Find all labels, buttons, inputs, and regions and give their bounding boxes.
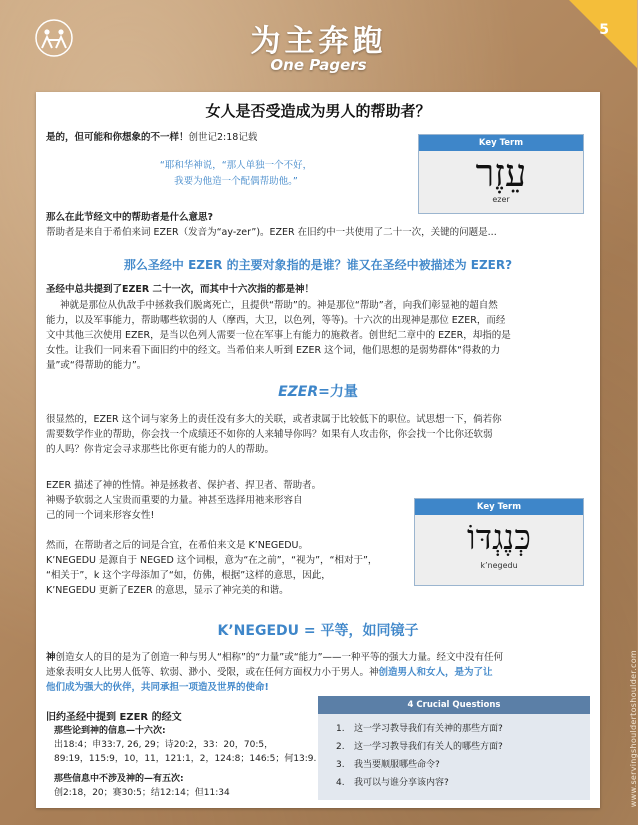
key-term-ezer xyxy=(418,134,584,214)
document-title: 女人是否受造成为男人的帮助者？ xyxy=(205,102,431,120)
body-line: K’NEGEDU 更新了EZER 的意思，显示了神完美的和谐。 xyxy=(46,585,289,596)
section-heading-ezer-object: 那么圣经中 EZER 的主要对象指的是谁？谁又在圣经中被描述为 EZER? xyxy=(123,258,513,272)
question-item: 3. 我当要顺服哪些命令? xyxy=(336,760,440,770)
reference-line: 出18:4；申33:7, 26, 29；诗20:2，33：20，70:5， xyxy=(54,740,274,750)
section4-body xyxy=(46,650,596,695)
body-line: 神赐予软弱之人宝贵而重要的力量。神甚至选择用祂来形容自 xyxy=(46,495,303,506)
key-term-label: Key Term xyxy=(419,135,583,151)
other-references-heading: 那些信息中不涉及神的—有五次: xyxy=(54,774,184,784)
line2-highlight: 创造男人和女人，是为了让 xyxy=(378,667,493,678)
line1-rest: 创造女人的目的是为了创造一种与男人“相称”的“力量”或“能力”——一种平等的强大力量。经文中没有任何 xyxy=(55,652,504,663)
intro-line xyxy=(46,130,257,145)
series-title: 为主奔跑 xyxy=(250,24,387,59)
references-heading: 旧约圣经中提到 EZER 的经文 xyxy=(46,712,182,723)
god-references-heading: 那些论到神的信息—十六次: xyxy=(54,726,166,736)
body-line: 文中其他三次使用 EZER，是当以色列人需要一位在军事上有能力的施救者。创世纪二章中的 EZER，却指的是 xyxy=(46,330,511,341)
body-line: 量”或“得帮助的能力”。 xyxy=(46,360,147,371)
question-answer: 帮助者是来自于希伯来词 EZER（发音为“ay-zer”)。EZER 在旧约中一共使用了二十一次，关键的问题是... xyxy=(46,227,497,238)
body-line: 需要数学作业的帮助，你会找一个成绩还不如你的人来辅导你吗？如果有人攻击你，你会找一个比你还软弱 xyxy=(46,429,493,440)
scripture-quote xyxy=(136,158,336,190)
section3-para1 xyxy=(46,412,596,457)
quote-line-2: 我要为他造一个配偶帮助他。” xyxy=(174,176,298,187)
body-line: 女性。让我们一同来看下面旧约中的经文。当希伯来人听到 EZER 这个词，他们思想的是弱势群体“得救的力 xyxy=(46,345,501,356)
god-bold: 神 xyxy=(46,652,56,663)
body-line: 神就是那位从仇敌手中拯救我们脱离死亡，且提供“帮助”的。神是那位“帮助”者，向我们彰显祂的超自然 xyxy=(60,300,498,311)
key-term-label: Key Term xyxy=(415,499,583,515)
reference-line: 89:19，115:9，10，11，121:1，2，124:8；146:5；何13:9. xyxy=(54,754,317,764)
section-heading-ezer-strength xyxy=(36,381,600,401)
translit-knegedu: k’negedu xyxy=(480,561,518,570)
references-other xyxy=(54,772,324,800)
body-line: “相关于”，k 这个字母添加了“如，仿佛，根据”这样的意思，因此， xyxy=(46,570,331,581)
page-number: 5 xyxy=(599,22,609,38)
body-line xyxy=(46,650,596,665)
body-line: 然而，在帮助者之后的词是合宜，在希伯来文是 K’NEGEDU。 xyxy=(46,540,309,551)
line3-highlight: 他们成为强大的伙伴，共同承担一项造及世界的使命! xyxy=(46,682,269,693)
crucial-questions-list xyxy=(318,714,590,792)
hebrew-knegedu: כְּנֶגְדּוֹ xyxy=(467,518,531,558)
quote-line-1: “耶和华神说，“那人单独一个不好， xyxy=(159,160,313,171)
section3-para3 xyxy=(46,538,416,598)
body-line: EZER 描述了神的性情。神是拯救者、保护者、捍卫者、帮助者。 xyxy=(46,480,322,491)
crucial-questions-heading: 4 Crucial Questions xyxy=(318,696,590,714)
crucial-questions-box xyxy=(318,696,590,800)
section-heading-knegedu: K’NEGEDU = 平等，如同镜子 xyxy=(217,623,419,639)
question-item: 1. 这一学习教导我们有关神的那些方面? xyxy=(336,724,503,734)
strength-word: =力量 xyxy=(318,384,358,400)
body-line: 己的同一个词来形容女性! xyxy=(46,510,155,521)
section2-lead: 圣经中总共提到了EZER 二十一次，而其中十六次指的都是神！ xyxy=(46,284,314,295)
question-item: 4. 我可以与谁分享该内容? xyxy=(336,778,449,788)
references-god xyxy=(54,724,324,766)
key-term-knegedu xyxy=(414,498,584,586)
body-line xyxy=(46,665,596,680)
intro-ref: 创世记2:18记载 xyxy=(188,132,258,143)
line2-plain: 迹象表明女人比男人低等、软弱、渺小、受限，或在任何方面权力小于男人。神 xyxy=(46,667,379,678)
body-line: 的人吗？你肯定会寻求那些比你更有能力的人的帮助。 xyxy=(46,444,275,455)
body-line: 能力，以及军事能力，帮助哪些软弱的人（摩西，大卫，以色列，等等)。十六次的出现神是那位 EZER，而经 xyxy=(46,315,506,326)
section3-para2 xyxy=(46,478,396,523)
website-url[interactable]: www.servingshouldertoshoulder.com xyxy=(629,650,638,808)
question-item: 2. 这一学习教导我们有关人的哪些方面? xyxy=(336,742,503,752)
document-page xyxy=(36,92,600,808)
translit-ezer: ezer xyxy=(492,195,510,204)
series-subtitle: One Pagers xyxy=(270,56,367,74)
question-heading: 那么在此节经文中的帮助者是什么意思? xyxy=(46,212,214,223)
body-line: K’NEGEDU 是源自于 NEGED 这个词根，意为“在之前”，“视为”，“相对于”， xyxy=(46,555,378,566)
section2-body xyxy=(46,298,596,373)
intro-bold: 是的，但可能和你想象的不一样！ xyxy=(46,132,189,143)
ezer-word: EZER xyxy=(278,384,319,400)
body-line: 很显然的，EZER 这个词与家务上的责任没有多大的关联，或者隶属于比较低下的职位。试思想一下，倘若你 xyxy=(46,414,502,425)
reference-line: 创2:18，20；赛30:5；结12:14；但11:34 xyxy=(54,788,230,798)
hebrew-ezer: עֵזֶר xyxy=(475,151,527,195)
